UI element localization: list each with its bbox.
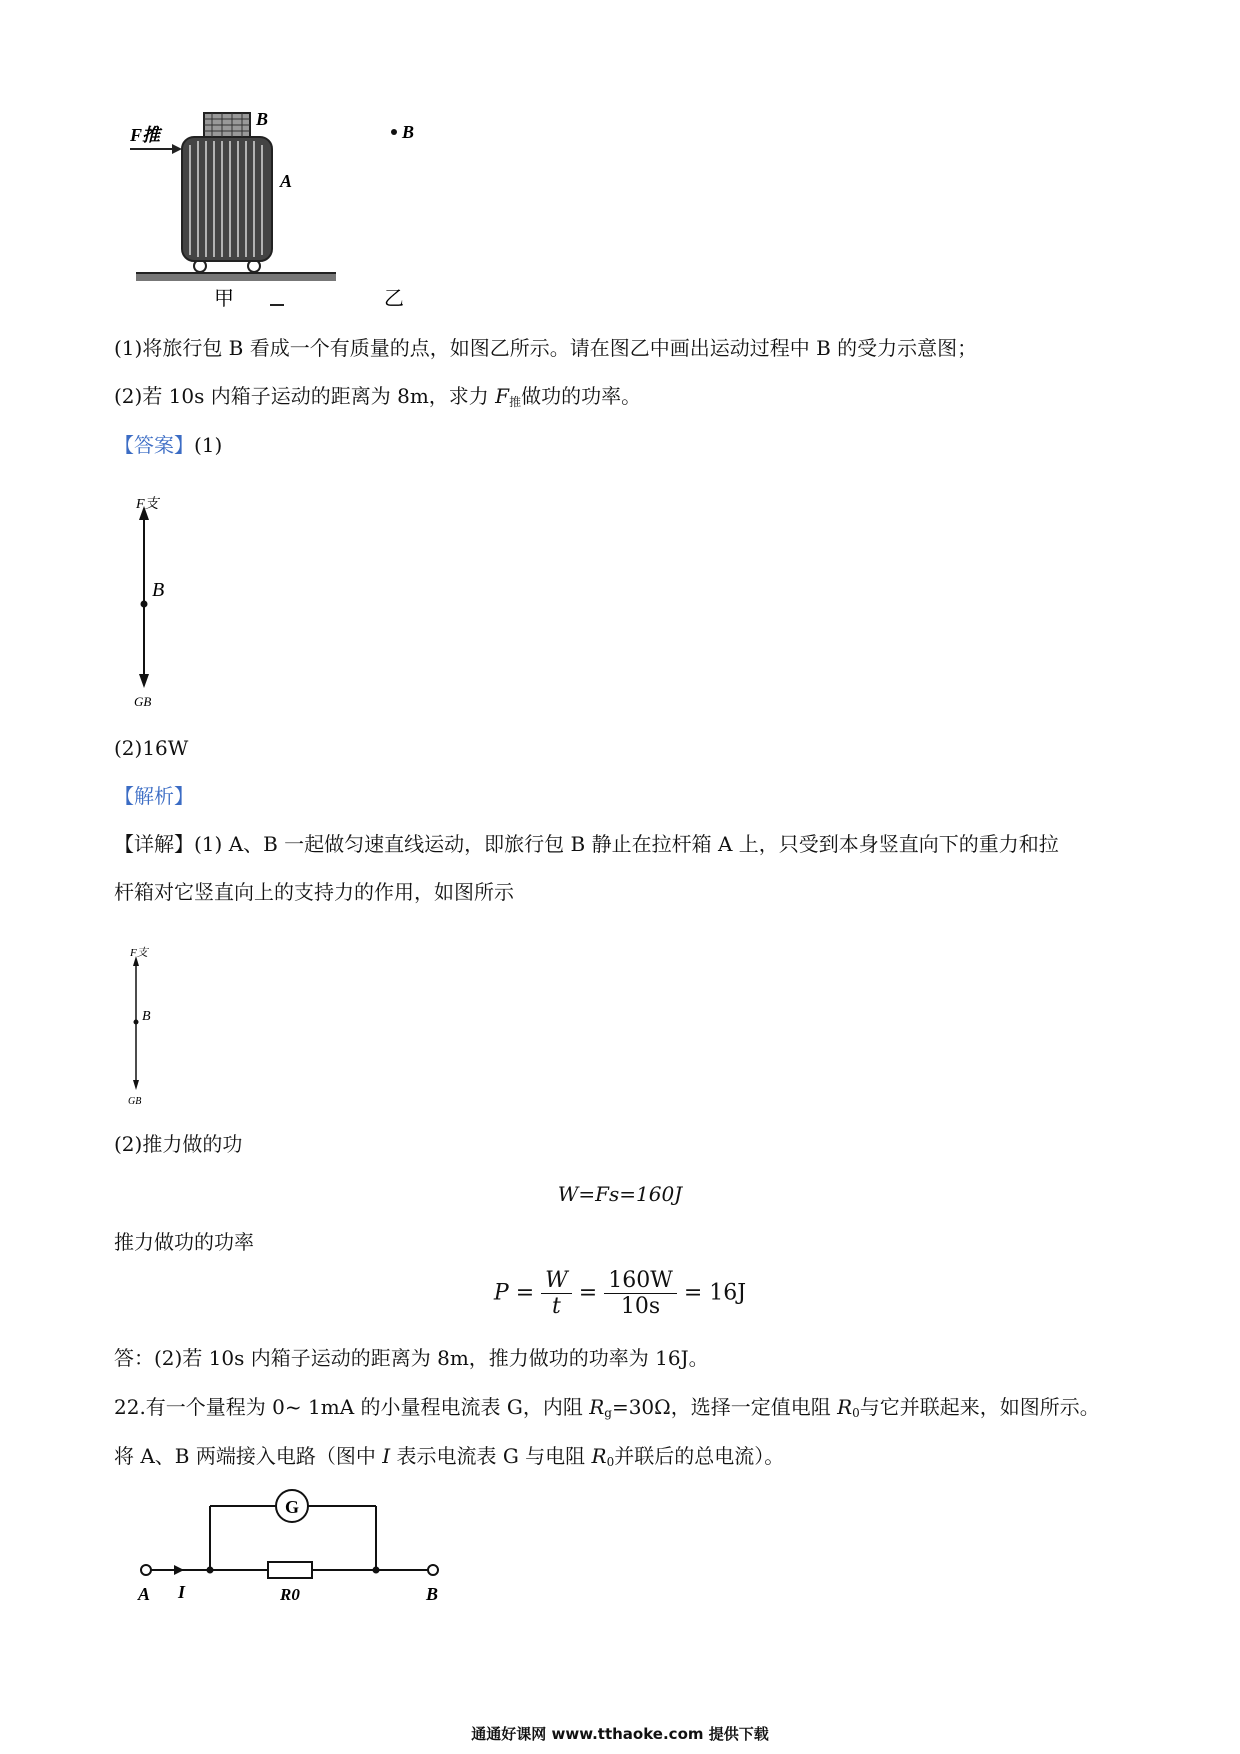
label-jia: 甲 (214, 288, 234, 310)
circuit-diagram (136, 1488, 446, 1608)
terminal-b-label: B (426, 1584, 439, 1604)
question-part1: (1)将旅行包 B 看成一个有质量的点，如图乙所示。请在图乙中画出运动过程中 B 的受力示意图； (114, 336, 978, 360)
detail-line2: 杆箱对它竖直向上的支持力的作用，如图所示 (114, 880, 514, 904)
power-title: 推力做功的功率 (114, 1230, 254, 1254)
suitcase-figure (130, 105, 430, 310)
detail-force-diagram (124, 944, 174, 1108)
footer: 通通好课网 www.tthaoke.com 提供下载 (471, 1725, 769, 1743)
push-label: F推 (130, 125, 161, 145)
terminal-b (428, 1565, 438, 1575)
power-formula: P = $\frac{W}{t}$ = $\frac{160W}{10s}$ = 16J (493, 1268, 747, 1319)
q22-line2: 将 A、B 两端接入电路（图中 I 表示电流表 G 与电阻 $R_0$并联后的总电流）。 (114, 1444, 785, 1469)
label-yi: 乙 (384, 288, 404, 310)
conclusion: 答：(2)若 10s 内箱子运动的距离为 8m，推力做功的功率为 16J。 (114, 1346, 709, 1370)
work-title: (2)推力做的功 (114, 1132, 243, 1156)
point-b (391, 129, 397, 135)
galvanometer-label: G (285, 1497, 300, 1517)
analysis-tag: 【解析】 (114, 784, 194, 808)
detail-point-label: B (142, 1009, 151, 1024)
answer-force-diagram (128, 492, 188, 710)
label-b: B (256, 109, 269, 129)
resistor-label: R0 (280, 1585, 300, 1604)
q22-line1: 22.有一个量程为 0~ 1mA 的小量程电流表 G，内阻 $R_g=30\Omega$，选择一定值电阻 $R_0$与它并联起来，如图所示。 (114, 1395, 1100, 1420)
detail-line1: 【详解】(1) A、B 一起做匀速直线运动，即旅行包 B 静止在拉杆箱 A 上，只受到本身竖直向下的重力和拉 (114, 832, 1059, 856)
label-a: A (280, 171, 293, 191)
answer-tag: 【答案】 (114, 433, 194, 457)
detail-gravity-label: GB (128, 1096, 142, 1107)
terminal-a (141, 1565, 151, 1575)
force-point-label: B (152, 579, 165, 601)
force-gravity-label: GB (134, 694, 152, 709)
answer-heading: 【答案】(1) (114, 433, 223, 457)
ground (136, 273, 336, 281)
detail-support-label: F支 (130, 947, 148, 959)
terminal-a-label: A (138, 1584, 151, 1604)
current-label: I (178, 1582, 186, 1602)
arrow-down (139, 674, 149, 688)
question-part2: (2)若 10s 内箱子运动的距离为 8m，求力 $F_推$做功的功率。 (114, 384, 642, 409)
suitcase-a (182, 137, 272, 261)
answer-part2: (2)16W (114, 736, 189, 760)
force-support-label: F支 (136, 497, 159, 512)
resistor-r0 (268, 1562, 312, 1578)
point-b-label: B (402, 122, 415, 142)
current-arrow (174, 1565, 184, 1575)
work-formula: W=Fs=160J (557, 1182, 683, 1206)
